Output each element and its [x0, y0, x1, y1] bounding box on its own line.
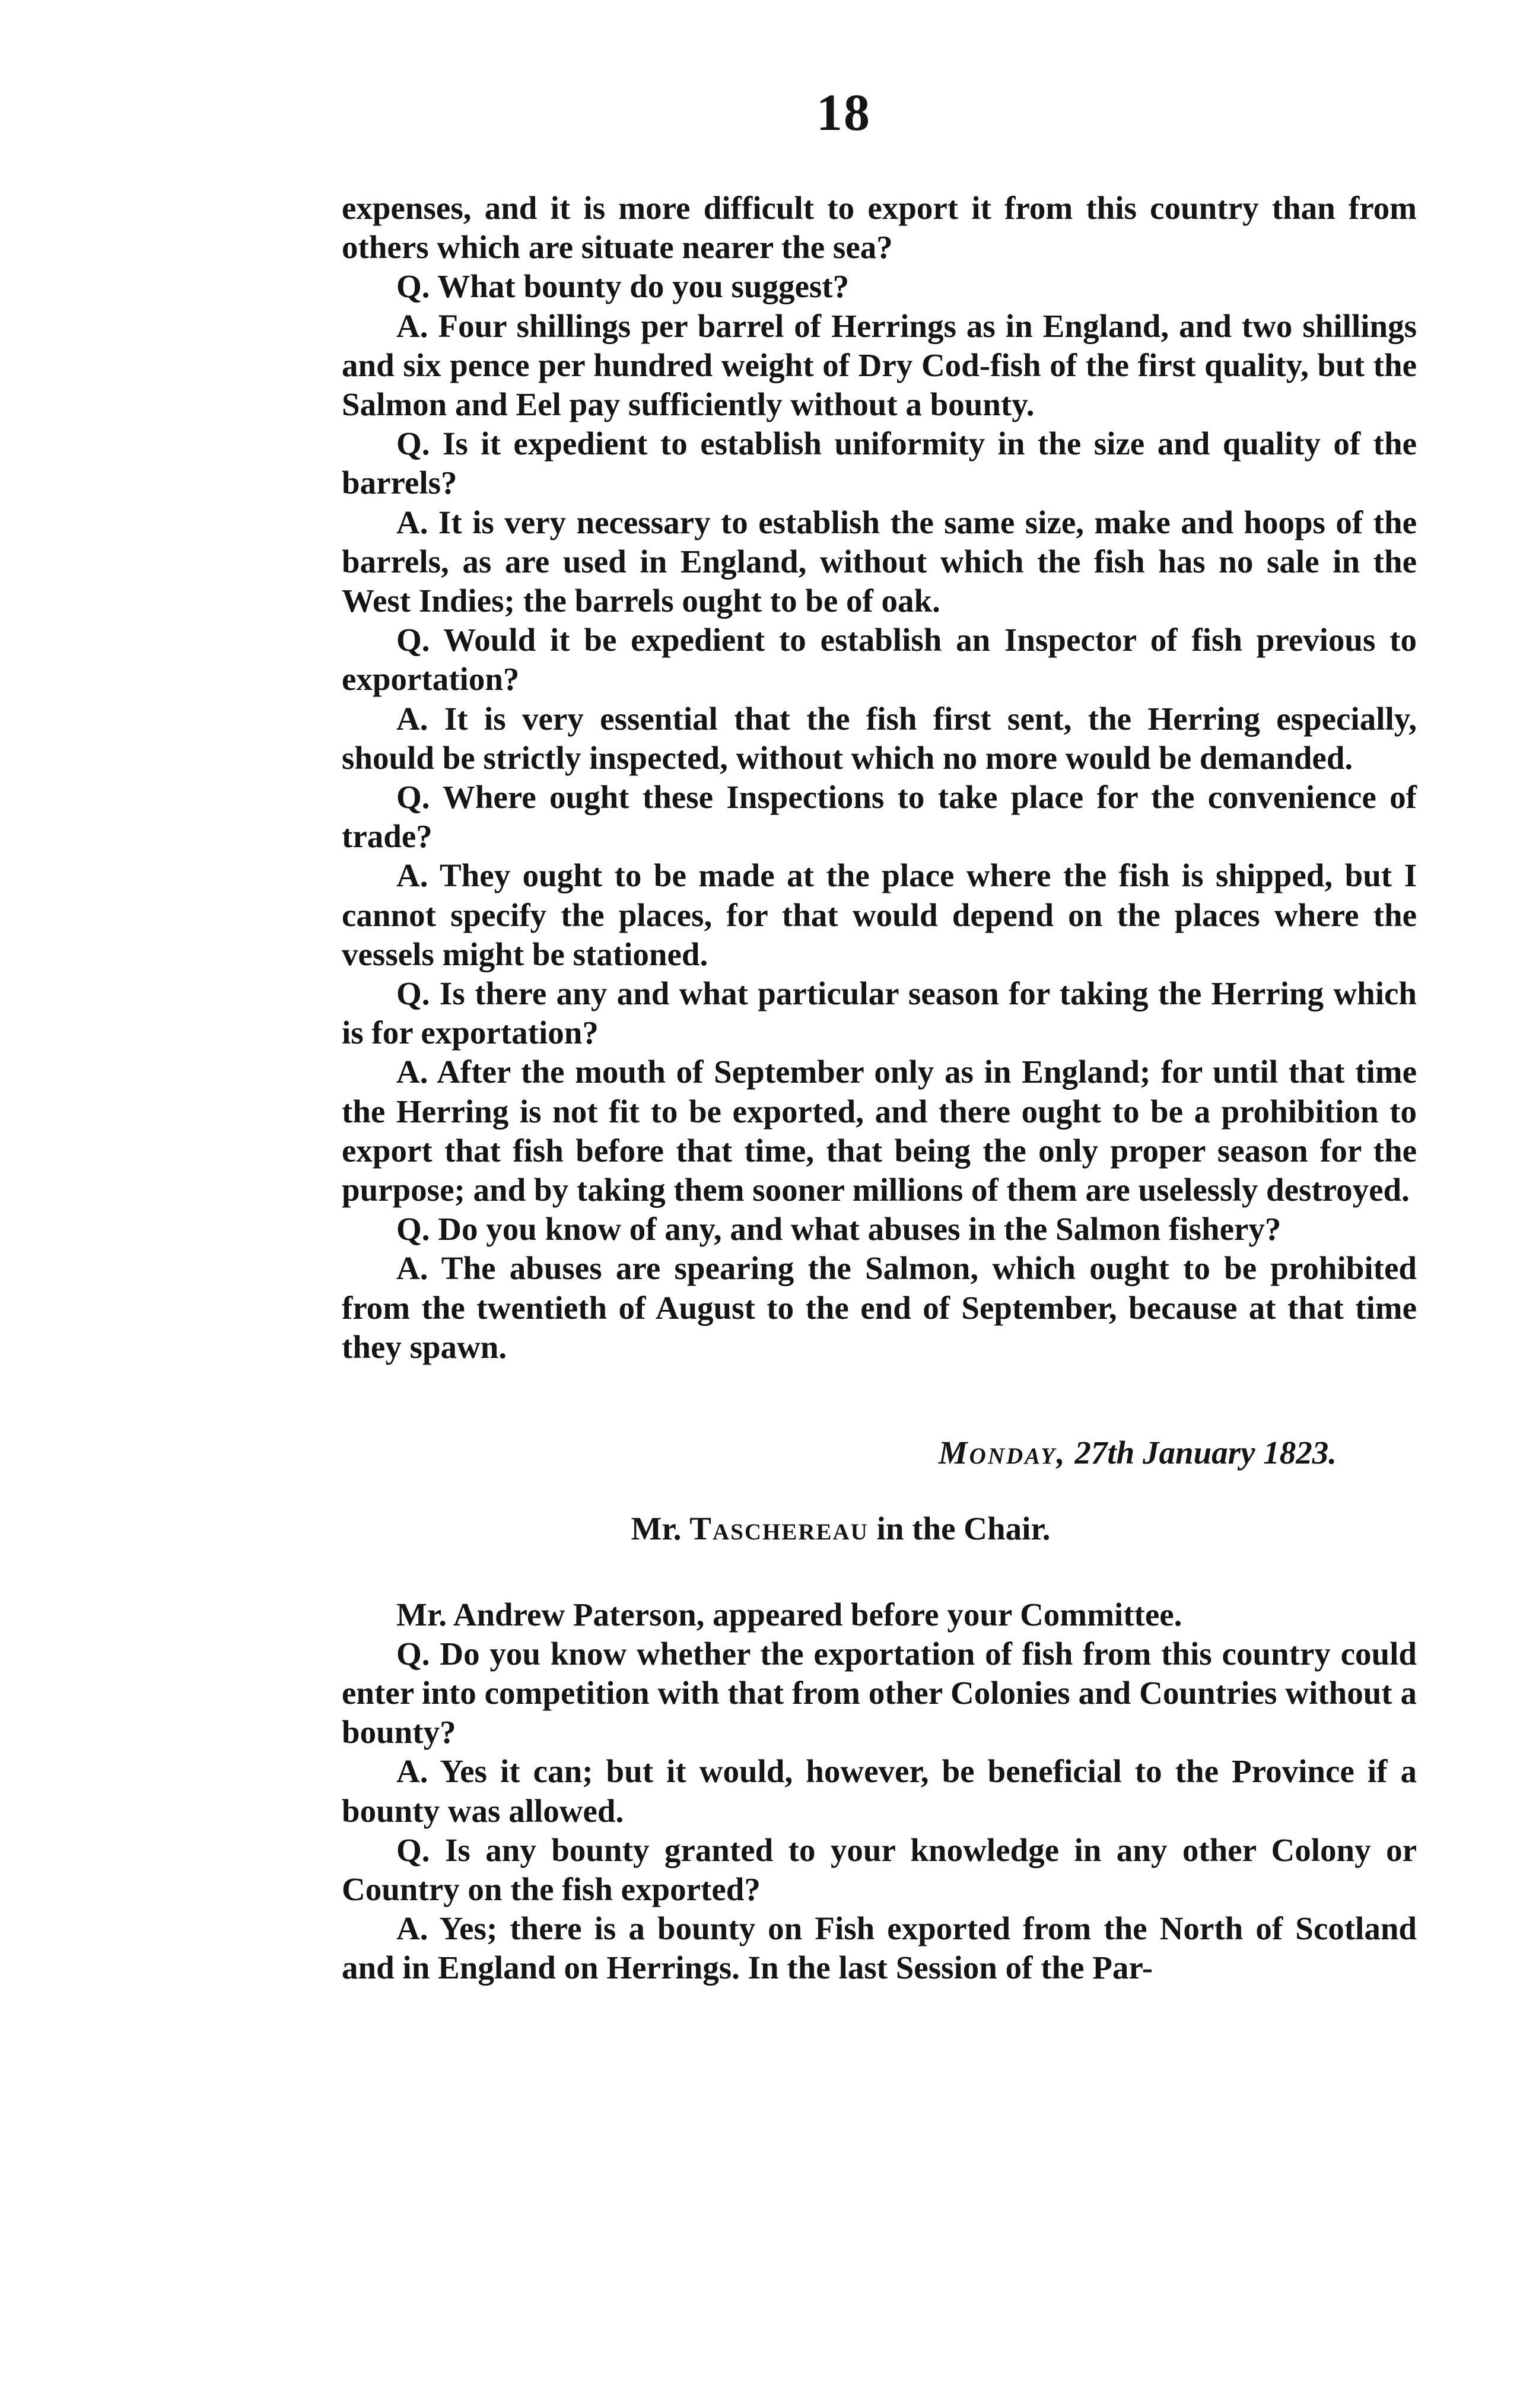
session-date: [342, 1433, 1417, 1472]
question-paragraph: Q. Do you know of any, and what abuses in the Salmon fishery?: [396, 1211, 1282, 1248]
question-paragraph: Q. Is it expedient to establish uniformity in the size and quality of the barrels?: [342, 425, 1417, 501]
session-date-text: 27th January 1823.: [1074, 1434, 1337, 1471]
document-body: [342, 189, 1417, 1988]
answer-paragraph: A. The abuses are spearing the Salmon, which ought to be prohibited from the twentieth of August to the end of September, because at that time they spawn.: [342, 1250, 1417, 1365]
chair-suffix: in the Chair.: [876, 1510, 1051, 1547]
chair-name: Taschereau: [689, 1510, 869, 1547]
witness-appearance: Mr. Andrew Paterson, appeared before your Committee.: [396, 1596, 1182, 1633]
question-paragraph: Q. Do you know whether the exportation of fish from this country could enter into competition with that from other Colonies and Countries without a bounty?: [342, 1635, 1417, 1751]
question-paragraph: Q. Would it be expedient to establish an Inspector of fish previous to exportation?: [342, 622, 1417, 698]
session-day: Monday,: [938, 1434, 1067, 1471]
answer-paragraph: A. It is very essential that the fish first sent, the Herring especially, should be strictly inspected, without which no more would be demanded.: [342, 700, 1417, 776]
page-number: 18: [816, 84, 871, 142]
answer-paragraph: A. It is very necessary to establish the same size, make and hoops of the barrels, as are used in England, without which the fish has no sale in the West Indies; the barrels ought to be of oak.: [342, 504, 1417, 619]
answer-paragraph: A. They ought to be made at the place where the fish is shipped, but I cannot specify the places, for that would depend on the places where the vessels might be stationed.: [342, 857, 1417, 972]
answer-paragraph: A. Four shillings per barrel of Herrings as in England, and two shillings and six pence per hundred weight of Dry Cod-fish of the first quality, but the Salmon and Eel pay sufficiently without a bounty.: [342, 307, 1417, 423]
question-paragraph: Q. Where ought these Inspections to take place for the convenience of trade?: [342, 779, 1417, 855]
chair-line: [342, 1509, 1417, 1548]
question-paragraph: Q. Is there any and what particular season for taking the Herring which is for exportation?: [342, 975, 1417, 1051]
answer-paragraph: A. After the mouth of September only as in England; for until that time the Herring is not fit to be exported, and there ought to be a prohibition to export that fish before that time, that being the only proper season for the purpose; and by taking them sooner millions of them are uselessly destroyed.: [342, 1054, 1417, 1208]
answer-paragraph: A. Yes; there is a bounty on Fish exported from the North of Scotland and in England on Herrings. In the last Session of the Par-: [342, 1910, 1417, 1986]
chair-prefix: Mr.: [631, 1510, 682, 1547]
question-paragraph: Q. Is any bounty granted to your knowledge in any other Colony or Country on the fish exported?: [342, 1831, 1417, 1907]
question-paragraph: Q. What bounty do you suggest?: [396, 268, 850, 305]
answer-paragraph: A. Yes it can; but it would, however, be beneficial to the Province if a bounty was allowed.: [342, 1753, 1417, 1829]
paragraph-continuation: expenses, and it is more difficult to export it from this country than from others which are situate nearer the sea?: [342, 190, 1417, 266]
